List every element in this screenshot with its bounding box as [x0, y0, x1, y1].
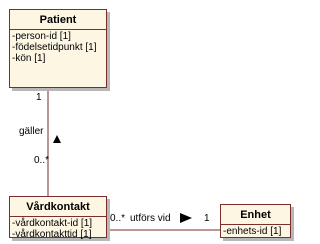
association-name-utfors-vid: utförs vid: [130, 213, 171, 224]
triangle-right-icon: [180, 213, 192, 223]
attributes-vardkontakt: [10, 217, 106, 240]
multiplicity-patient-end: 1: [36, 92, 42, 103]
multiplicity-vardkontakt-end-utfors: 0..*: [110, 213, 126, 224]
class-name-patient: Patient: [10, 10, 106, 30]
attribute-vardkontakt-id: -vårdkontakt-id [1]: [12, 218, 93, 229]
class-vardkontakt[interactable]: [9, 196, 107, 238]
attribute-fodelsetidpunkt: -födelsetidpunkt [1]: [12, 42, 97, 53]
attributes-patient: [10, 30, 106, 64]
class-name-enhet: Enhet: [221, 205, 290, 225]
class-patient[interactable]: [9, 9, 107, 88]
multiplicity-enhet-end: 1: [204, 213, 210, 224]
attribute-vardkontakttid: -vårdkontakttid [1]: [12, 229, 92, 240]
multiplicity-vardkontakt-end-galler: 0..*: [34, 155, 50, 166]
class-name-vardkontakt: Vårdkontakt: [10, 197, 106, 217]
attribute-kon: -kön [1]: [12, 53, 46, 64]
attribute-enhets-id: -enhets-id [1]: [223, 226, 282, 237]
attribute-person-id: -person-id [1]: [12, 31, 71, 42]
class-enhet[interactable]: [220, 204, 291, 238]
triangle-up-icon: [53, 135, 61, 143]
association-name-galler: gäller: [19, 126, 44, 137]
attributes-enhet: [221, 225, 290, 237]
